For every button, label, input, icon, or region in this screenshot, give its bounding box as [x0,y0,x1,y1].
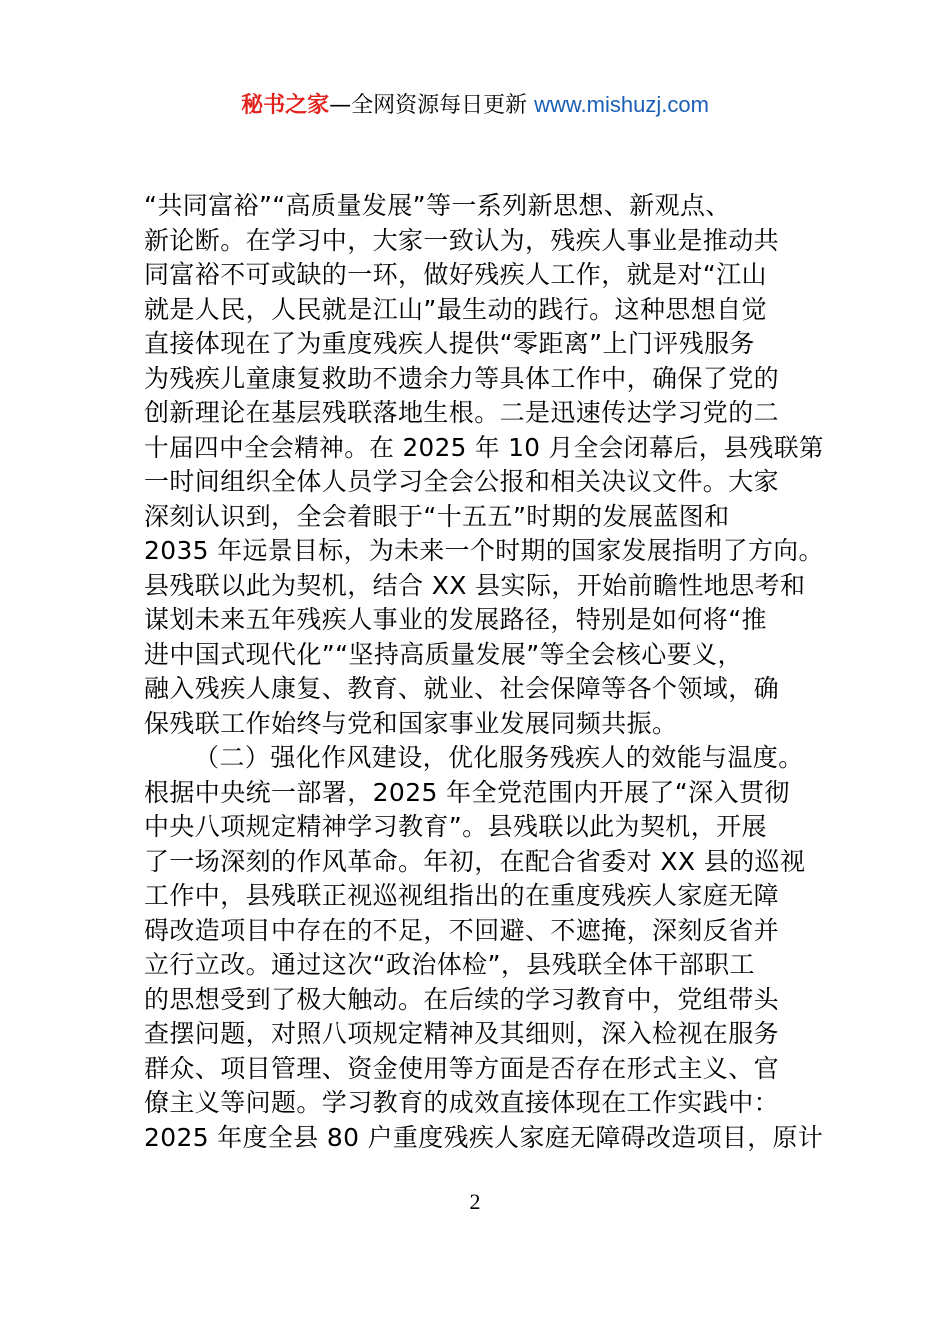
text-line: 谋划未来五年残疾人事业的发展路径，特别是如何将“推 [144,605,767,634]
text-line: 保残联工作始终与党和国家事业发展同频共振。 [144,708,678,738]
page-number: 2 [469,1189,481,1214]
text-line: 融入残疾人康复、教育、就业、社会保障等各个领域，确 [144,674,780,703]
text-line: 查摆问题，对照八项规定精神及其细则，深入检视在服务 [144,1019,780,1048]
text-line: 进中国式现代化”“坚持高质量发展”等全会核心要义， [144,639,743,669]
site-tagline: —全网资源每日更新 [329,93,528,118]
text-line: 同富裕不可或缺的一环，做好残疾人工作，就是对“江山 [144,260,767,289]
text-line: 十届四中全会精神。在 2025 年 10 月全会闭幕后，县残联第 [144,432,824,462]
text-line: 一时间组织全体人员学习全会公报和相关决议文件。大家 [144,467,780,496]
text-line: 直接体现在了为重度残疾人提供“零距离”上门评残服务 [144,329,755,358]
text-line: 2035 年远景目标，为未来一个时期的国家发展指明了方向。 [144,536,824,565]
document-body [144,189,824,1155]
text-line: 工作中，县残联正视巡视组指出的在重度残疾人家庭无障 [144,881,780,910]
text-line: 创新理论在基层残联落地生根。二是迅速传达学习党的二 [144,398,780,427]
text-line: 就是人民，人民就是江山”最生动的践行。这种思想自觉 [144,294,767,324]
text-line: 深刻认识到，全会着眼于“十五五”时期的发展蓝图和 [144,501,730,531]
site-brand: 秘书之家 [241,93,330,118]
text-line: 的思想受到了极大触动。在后续的学习教育中，党组带头 [144,984,780,1014]
site-url-link[interactable]: www.mishuzj.com [534,92,709,117]
text-line: 根据中央统一部署，2025 年全党范围内开展了“深入贯彻 [144,777,790,807]
text-line: 立行立改。通过这次“政治体检”，县残联全体干部职工 [144,950,755,979]
text-line: 县残联以此为契机，结合 XX 县实际，开始前瞻性地思考和 [144,570,806,600]
text-line: 了一场深刻的作风革命。年初，在配合省委对 XX 县的巡视 [144,846,806,876]
text-line: 为残疾儿童康复救助不遗余力等具体工作中，确保了党的 [144,363,780,393]
text-line: 碍改造项目中存在的不足，不回避、不遮掩，深刻反省并 [144,915,780,945]
site-header [0,88,950,123]
text-line: “共同富裕”“高质量发展”等一系列新思想、新观点、 [144,191,731,220]
text-line: 中央八项规定精神学习教育”。县残联以此为契机，开展 [144,812,767,841]
text-line: 僚主义等问题。学习教育的成效直接体现在工作实践中： [144,1088,780,1117]
text-line: 2025 年度全县 80 户重度残疾人家庭无障碍改造项目，原计 [144,1122,824,1152]
section-heading-line: （二）强化作风建设，优化服务残疾人的效能与温度。 [194,743,804,772]
text-line: 新论断。在学习中，大家一致认为，残疾人事业是推动共 [144,225,780,255]
text-line: 群众、项目管理、资金使用等方面是否存在形式主义、官 [144,1053,780,1083]
